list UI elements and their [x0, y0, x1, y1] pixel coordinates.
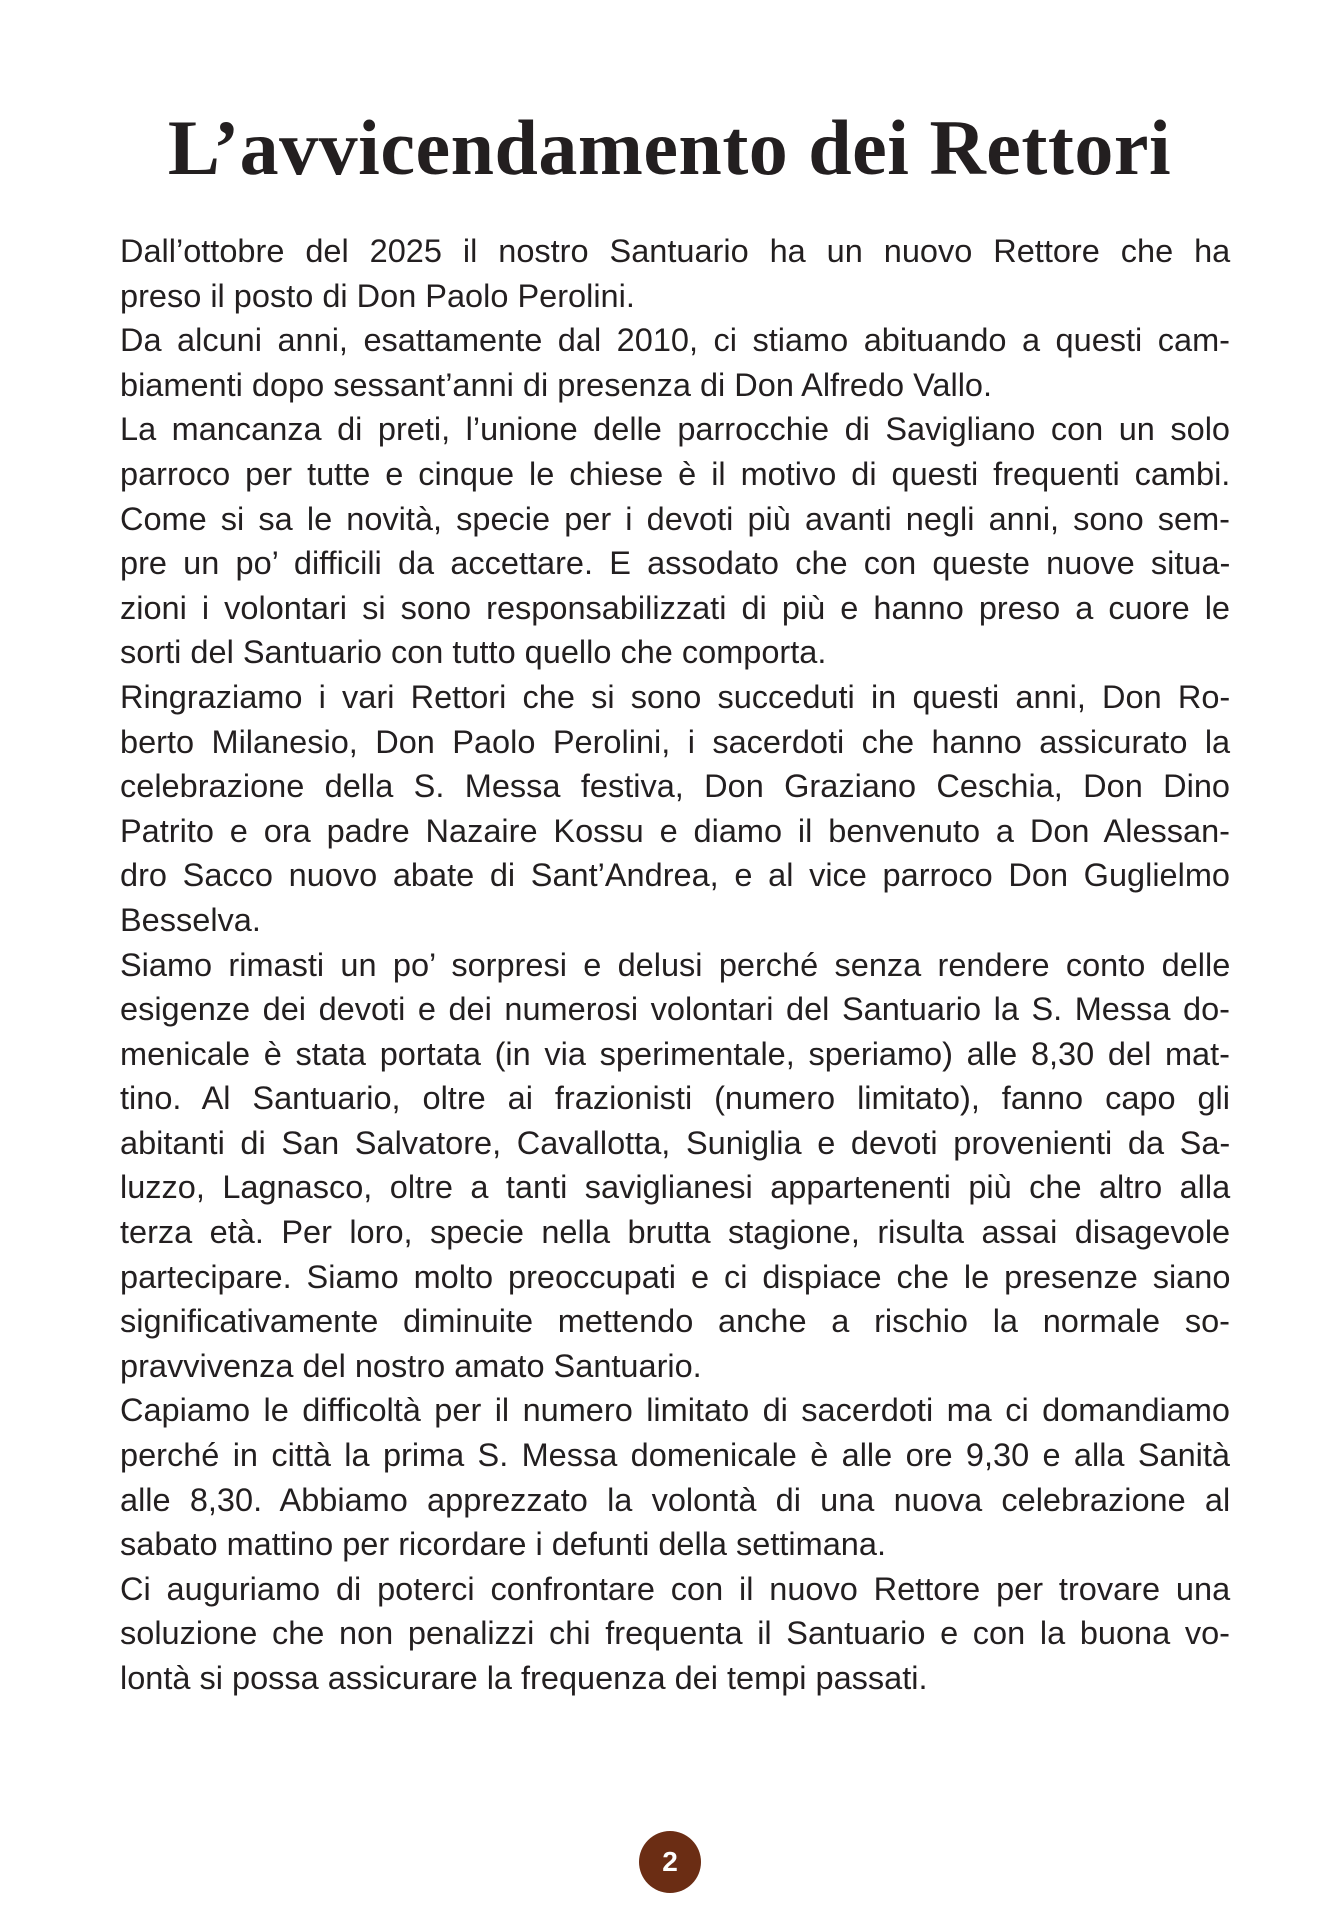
text-line: sorti del Santuario con tutto quello che comporta. [120, 634, 827, 671]
text-line: Patrito e ora padre Nazaire Kossu e diamo il benvenuto a Don Alessan- [120, 812, 1230, 849]
text-line: dro Sacco nuovo abate di Sant’Andrea, e al vice parroco Don Guglielmo [120, 857, 1231, 894]
text-line: tino. Al Santuario, oltre ai frazionisti (numero limitato), fanno capo gli [120, 1080, 1230, 1117]
text-line: luzzo, Lagnasco, oltre a tanti saviglianesi appartenenti più che altro alla [120, 1169, 1231, 1206]
text-line: lontà si possa assicurare la frequenza dei tempi passati. [120, 1660, 928, 1696]
page-title: L’avvicendamento dei Rettori [167, 104, 1172, 191]
text-line: partecipare. Siamo molto preoccupati e ci dispiace che le presenze siano [120, 1258, 1231, 1295]
text-line: biamenti dopo sessant’anni di presenza di Don Alfredo Vallo. [120, 366, 993, 403]
paragraph [120, 1567, 1230, 1701]
page-number-badge: 2 [639, 1831, 701, 1893]
text-line: zioni i volontari si sono responsabilizzati di più e hanno preso a cuore le [120, 589, 1230, 626]
paragraph [120, 1388, 1230, 1566]
text-line: Ringraziamo i vari Rettori che si sono succeduti in questi anni, Don Ro- [120, 678, 1231, 715]
paragraph [120, 675, 1230, 943]
text-line: esigenze dei devoti e dei numerosi volontari del Santuario la S. Messa do- [120, 991, 1230, 1028]
text-line: Dall’ottobre del 2025 il nostro Santuario ha un nuovo Rettore che ha [120, 233, 1231, 269]
text-line: terza età. Per loro, specie nella brutta stagione, risulta assai disagevole [120, 1214, 1231, 1251]
text-line: celebrazione della S. Messa festiva, Don Graziano Ceschia, Don Dino [120, 768, 1231, 805]
text-line: Da alcuni anni, esattamente dal 2010, ci stiamo abituando a questi cam- [120, 322, 1230, 359]
text-line: berto Milanesio, Don Paolo Perolini, i sacerdoti che hanno assicurato la [120, 723, 1231, 760]
paragraph [120, 318, 1230, 407]
text-line: pravvivenza del nostro amato Santuario. [120, 1347, 702, 1384]
text-line: perché in città la prima S. Messa domenicale è alle ore 9,30 e alla Sanità [120, 1437, 1230, 1474]
text-line: soluzione che non penalizzi chi frequenta il Santuario e con la buona vo- [120, 1615, 1230, 1652]
text-line: sabato mattino per ricordare i defunti della settimana. [120, 1526, 886, 1563]
text-line: preso il posto di Don Paolo Perolini. [120, 277, 635, 314]
text-line: parroco per tutte e cinque le chiese è il motivo di questi frequenti cambi. [120, 455, 1231, 492]
text-line: Ci auguriamo di poterci confrontare con il nuovo Rettore per trovare una [120, 1570, 1231, 1607]
text-line: La mancanza di preti, l’unione delle parrocchie di Savigliano con un solo [120, 411, 1230, 448]
article-body [120, 229, 1230, 1701]
text-line: Come si sa le novità, specie per i devoti più avanti negli anni, sono sem- [120, 500, 1230, 537]
text-line: Capiamo le difficoltà per il numero limitato di sacerdoti ma ci domandiamo [120, 1392, 1230, 1429]
text-line: menicale è stata portata (in via sperimentale, speriamo) alle 8,30 del mat- [120, 1035, 1230, 1072]
text-line: significativamente diminuite mettendo anche a rischio la normale so- [120, 1303, 1230, 1340]
text-line: Besselva. [120, 901, 261, 938]
paragraph [120, 229, 1230, 318]
text-line: abitanti di San Salvatore, Cavallotta, Suniglia e devoti provenienti da Sa- [120, 1124, 1231, 1161]
text-line: alle 8,30. Abbiamo apprezzato la volontà di una nuova celebrazione al [120, 1481, 1231, 1518]
paragraph [120, 407, 1230, 675]
text-line: Siamo rimasti un po’ sorpresi e delusi perché senza rendere conto delle [120, 946, 1231, 983]
text-line: pre un po’ difficili da accettare. E assodato che con queste nuove situa- [120, 545, 1231, 582]
paragraph [120, 943, 1230, 1389]
